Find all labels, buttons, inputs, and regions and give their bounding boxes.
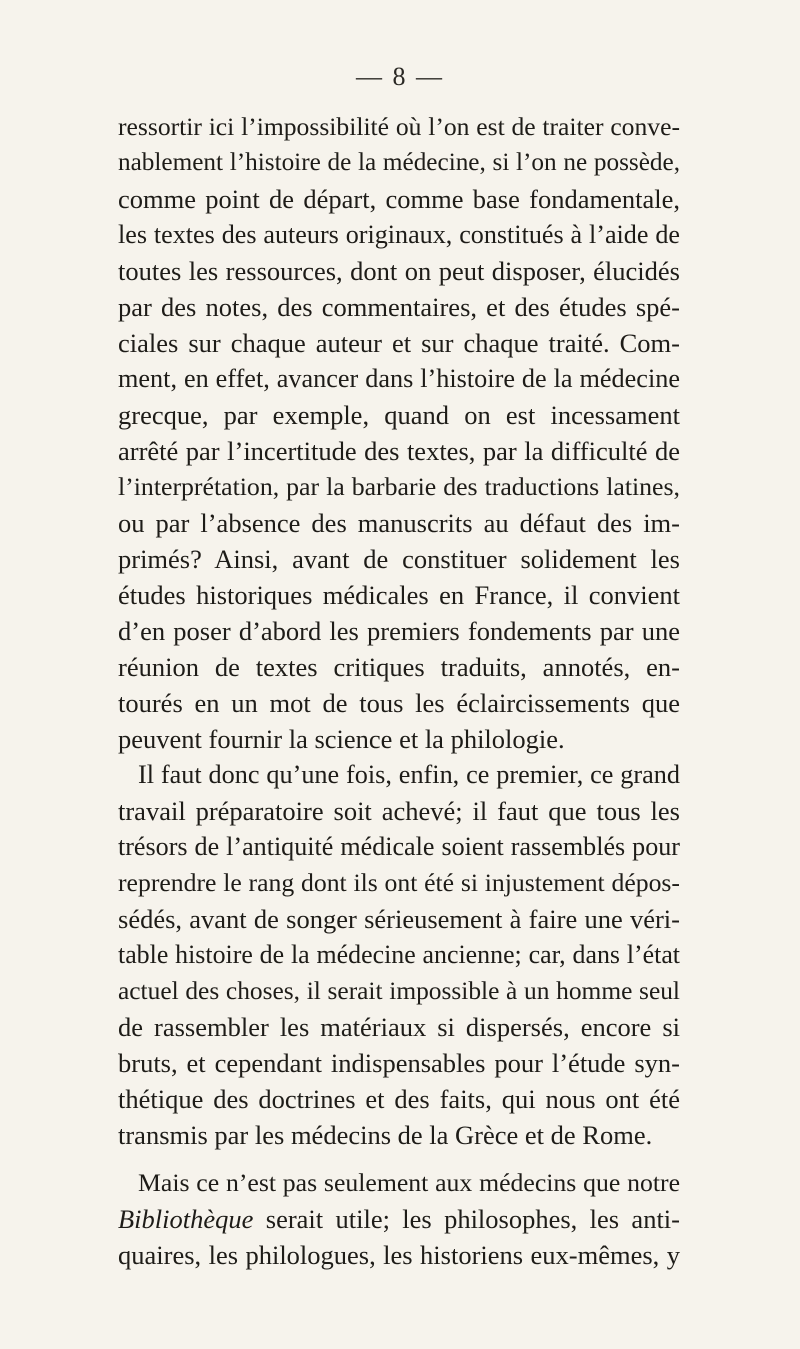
text-line: par des notes, des commentaires, et des études spé- [118,292,680,322]
text-line: thétique des doctrines et des faits, qui nous ont été [118,1084,680,1114]
text-line: actuel des choses, il serait impossible à un homme seul [118,977,680,1005]
text-line: ciales sur chaque auteur et sur chaque traité. Com- [118,328,680,358]
text-line [118,1201,680,1237]
text-span: serait utile; les philosophes, les anti- [253,1204,680,1234]
text-line: toutes les ressources, dont on peut disposer, élucidés [118,256,680,286]
text-line: nablement l’histoire de la médecine, si l’on ne possède, [118,149,680,176]
text-line: Il faut donc qu’une fois, enfin, ce premier, ce grand [138,760,680,789]
text-line: les textes des auteurs originaux, constitués à l’aide de [118,220,680,249]
text-line: quaires, les philologues, les historiens eux-mêmes, y [118,1240,680,1270]
text-line: primés? Ainsi, avant de constituer solidement les [118,544,680,574]
text-line: ressortir ici l’impossibilité où l’on est de traiter conve- [118,112,680,141]
text-line: grecque, par exemple, quand on est incessament [118,400,680,430]
text-line: tourés en un mot de tous les éclaircissements que [118,688,680,718]
text-line: d’en poser d’abord les premiers fondements par une [118,616,680,646]
text-line: de rassembler les matériaux si dispersés, encore si [118,1012,680,1042]
text-line: reprendre le rang dont ils ont été si injustement dépos- [118,868,680,897]
text-line: études historiques médicales en France, il convient [118,580,680,610]
text-line: comme point de départ, comme base fondamentale, [118,184,680,214]
text-line: bruts, et cependant indispensables pour l’étude syn- [118,1048,680,1078]
text-line: sédés, avant de songer sérieusement à faire une véri- [118,904,680,934]
text-line: arrêté par l’incertitude des textes, par la difficulté de [118,436,680,466]
italic-title: Bibliothèque [118,1204,254,1234]
text-line: Mais ce n’est pas seulement aux médecins que notre [138,1168,680,1197]
text-line: l’interprétation, par la barbarie des traductions latines, [118,472,680,501]
text-line: transmis par les médecins de la Grèce et de Rome. [118,1120,653,1150]
text-line: réunion de textes critiques traduits, annotés, en- [118,652,680,682]
text-line: table histoire de la médecine ancienne; car, dans l’état [118,940,680,969]
page-number: — 8 — [356,62,444,91]
text-line: travail préparatoire soit achevé; il faut que tous les [118,796,680,826]
text-line: ment, en effet, avancer dans l’histoire de la médecine [118,364,680,393]
text-line: peuvent fournir la science et la philologie. [118,724,565,754]
text-line: trésors de l’antiquité médicale soient rassemblés pour [118,832,680,861]
text-line: ou par l’absence des manuscrits au défaut des im- [118,508,680,538]
